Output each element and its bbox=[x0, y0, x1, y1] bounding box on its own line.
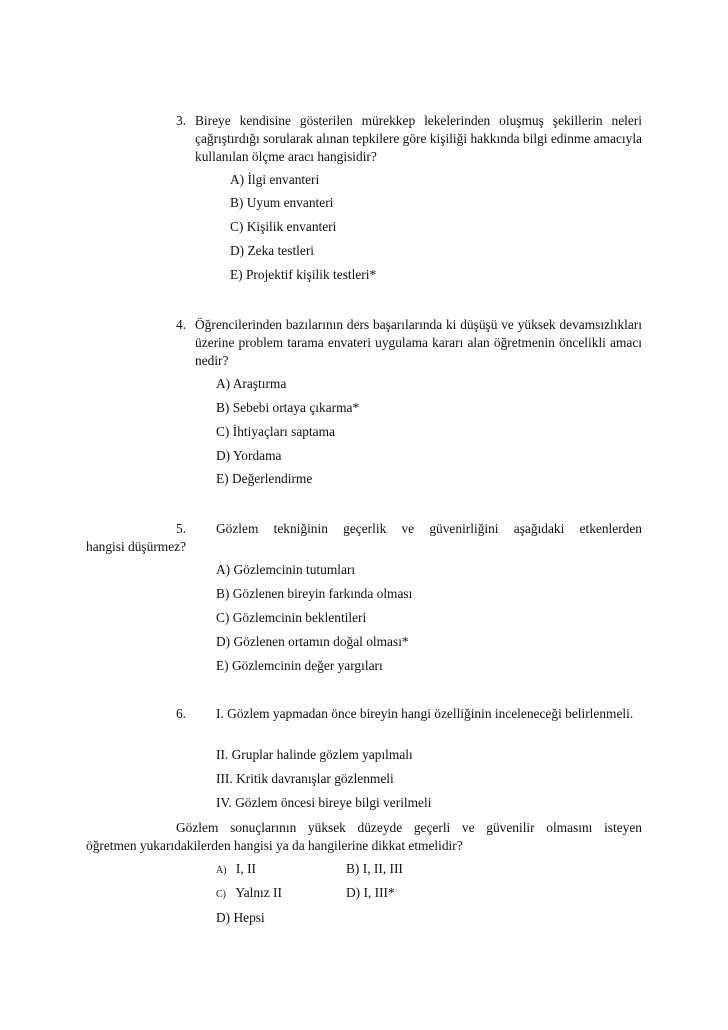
statement-iv: IV. Gözlem öncesi bireye bilgi verilmeli bbox=[216, 795, 432, 810]
option-b: B) Gözlenen bireyin farkında olması bbox=[216, 586, 413, 601]
option-a: A) Gözlemcinin tutumları bbox=[216, 562, 356, 577]
option-letter: A) bbox=[216, 865, 227, 876]
question-stem-line-2: öğretmen yukarıdakilerden hangisi ya da hangilerine dikkat etmelidir? bbox=[86, 838, 463, 853]
option-e: E) Projektif kişilik testleri* bbox=[230, 267, 377, 282]
option-c bbox=[216, 884, 282, 902]
option-c: C) İhtiyaçları saptama bbox=[216, 424, 335, 439]
question-stem: Bireye kendisine gösterilen mürekkep lekelerinden oluşmuş şekillerin neleri çağrıştırdığı sorularak alınan tepkilere göre kişiliği hakkında bilgi edinme amacıyla kullanılan ölçme aracı hangisidir? bbox=[195, 113, 642, 165]
question-number: 4. bbox=[176, 317, 187, 332]
question-number: 6. bbox=[176, 706, 187, 721]
option-e: E) Gözlemcinin değer yargıları bbox=[216, 658, 383, 673]
option-a bbox=[216, 860, 256, 878]
option-c: C) Gözlemcinin beklentileri bbox=[216, 610, 367, 625]
option-c: C) Kişilik envanteri bbox=[230, 219, 337, 234]
option-d: D) Zeka testleri bbox=[230, 243, 315, 258]
option-a: A) Araştırma bbox=[216, 376, 287, 391]
option-text: Yalnız II bbox=[235, 885, 282, 900]
option-b: B) Sebebi ortaya çıkarma* bbox=[216, 400, 360, 415]
question-stem-line-1: Gözlem tekniğinin geçerlik ve güvenirliğini aşağıdaki etkenlerden bbox=[216, 521, 642, 536]
option-a: A) İlgi envanteri bbox=[230, 172, 320, 187]
option-letter: C) bbox=[216, 889, 226, 900]
option-d: D) I, III* bbox=[346, 885, 395, 900]
statement-iii: III. Kritik davranışlar gözlenmeli bbox=[216, 771, 394, 786]
question-stem-line-1: Gözlem sonuçlarının yüksek düzeyde geçerli ve güvenilir olmasını isteyen bbox=[176, 820, 642, 835]
question-stem: Öğrencilerinden bazılarının ders başarılarında ki düşüşü ve yüksek devamsızlıkları üzerine problem tarama envateri uygulama kararı alan öğretmenin öncelikli amacı nedir? bbox=[195, 317, 642, 369]
statement-ii: II. Gruplar halinde gözlem yapılmalı bbox=[216, 747, 413, 762]
statement-i: I. Gözlem yapmadan önce bireyin hangi özelliğinin inceleneceği belirlenmeli. bbox=[216, 706, 634, 721]
option-d: D) Gözlenen ortamın doğal olması* bbox=[216, 634, 409, 649]
option-b: B) I, II, III bbox=[346, 861, 403, 876]
option-text: I, II bbox=[235, 861, 256, 876]
option-e: D) Hepsi bbox=[216, 910, 265, 925]
question-number: 5. bbox=[176, 521, 187, 536]
question-number: 3. bbox=[176, 113, 187, 128]
option-d: D) Yordama bbox=[216, 448, 282, 463]
option-b: B) Uyum envanteri bbox=[230, 195, 334, 210]
option-e: E) Değerlendirme bbox=[216, 471, 313, 486]
question-stem-line-2: hangisi düşürmez? bbox=[86, 539, 187, 554]
